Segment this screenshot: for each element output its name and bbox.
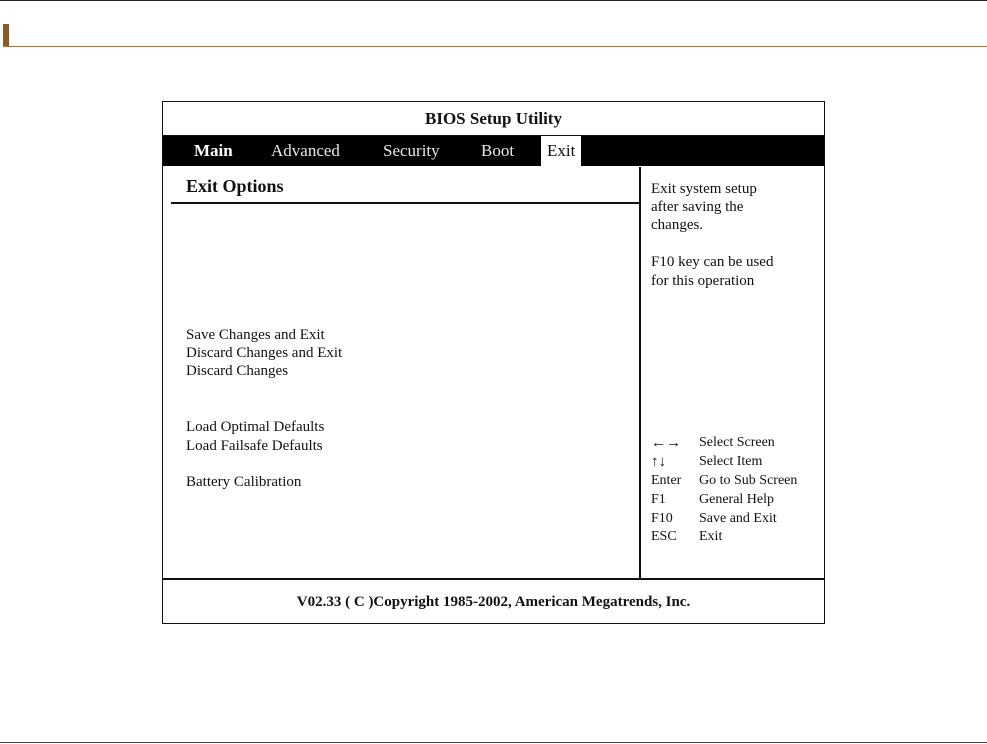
help-text-line: Exit system setup <box>651 181 757 197</box>
key-description: Go to Sub Screen <box>699 473 798 488</box>
menu-item-load-failsafe-defaults[interactable]: Load Failsafe Defaults <box>186 438 323 454</box>
page-top-rule <box>0 0 987 1</box>
menu-item-discard-changes[interactable]: Discard Changes <box>186 363 289 379</box>
key-description: Select Screen <box>699 435 775 450</box>
key-label: ESC <box>651 529 677 544</box>
key-description: General Help <box>699 492 775 507</box>
menu-item-load-optimal-defaults[interactable]: Load Optimal Defaults <box>186 419 325 435</box>
tab-security[interactable]: Security <box>383 141 440 160</box>
tab-advanced[interactable]: Advanced <box>271 141 340 160</box>
key-description: Exit <box>699 529 723 544</box>
tab-main[interactable]: Main <box>194 141 233 160</box>
up-down-arrows-icon: ↑↓ <box>651 454 666 470</box>
help-pane <box>639 167 826 578</box>
help-text-line: changes. <box>651 217 704 233</box>
help-text-line: F10 key can be used <box>651 254 774 270</box>
key-description: Select Item <box>699 454 763 469</box>
page-bottom-rule <box>0 742 987 743</box>
window-title: BIOS Setup Utility <box>163 102 824 136</box>
help-text-line: after saving the <box>651 199 744 215</box>
key-label: F1 <box>651 492 666 507</box>
menu-item-discard-changes-and-exit[interactable]: Discard Changes and Exit <box>186 345 343 361</box>
left-right-arrows-icon: ←→ <box>651 435 681 451</box>
section-divider <box>171 202 639 204</box>
help-text-line: for this operation <box>651 273 755 289</box>
header-rule <box>3 46 987 47</box>
bios-setup-window <box>162 101 825 624</box>
copyright-footer: V02.33 ( C )Copyright 1985-2002, American Megatrends, Inc. <box>163 578 824 625</box>
key-label: F10 <box>651 511 673 526</box>
key-description: Save and Exit <box>699 511 777 526</box>
header-accent-bar <box>3 24 9 46</box>
menu-item-battery-calibration[interactable]: Battery Calibration <box>186 474 302 490</box>
menu-item-save-changes-and-exit[interactable]: Save Changes and Exit <box>186 327 325 343</box>
menu-bar <box>163 136 824 166</box>
tab-boot[interactable]: Boot <box>481 141 515 160</box>
tab-exit[interactable]: Exit <box>541 136 581 166</box>
key-label: Enter <box>651 473 682 488</box>
exit-options-pane <box>163 167 639 578</box>
section-heading: Exit Options <box>186 176 284 196</box>
